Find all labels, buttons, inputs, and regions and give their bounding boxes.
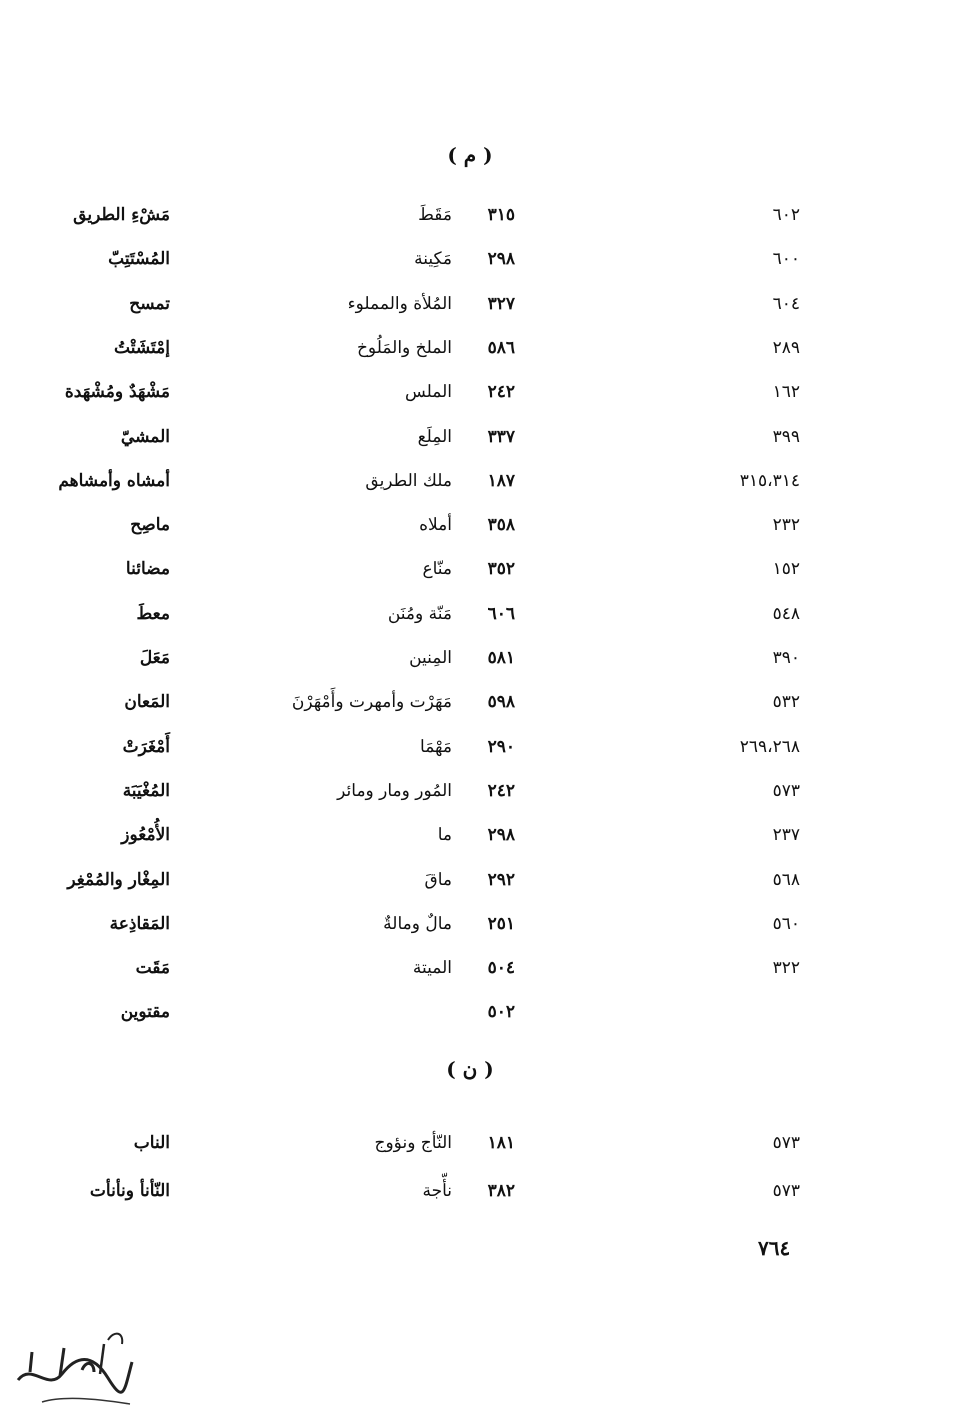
index-term: مَنّة ومُنَن	[387, 603, 452, 624]
index-page-number: ٣٣٧	[487, 426, 515, 447]
index-term: المُلأة والمملوء	[347, 293, 452, 314]
index-page-number: ١٥٢	[772, 559, 800, 580]
index-page-number: ٥٨٦	[487, 337, 515, 358]
index-page-number: ٥٧٣	[772, 1181, 800, 1201]
index-row	[0, 510, 975, 540]
index-term: المَقاذِعة	[109, 913, 170, 934]
index-row	[0, 687, 975, 717]
index-term: النّأج ونؤوج	[374, 1133, 452, 1153]
index-page-number: ٢٩٠	[487, 736, 515, 757]
index-term: المُسْتَتِبّ	[108, 249, 170, 270]
index-term: النّأنأ ونأنأت	[89, 1181, 170, 1201]
index-page-number: ٥٧٣	[772, 780, 800, 801]
index-row	[0, 244, 975, 274]
index-row	[0, 732, 975, 762]
index-term: مَهْمَا	[420, 736, 452, 757]
index-page-number: ٥٠٢	[487, 1002, 515, 1023]
index-page-number: ٣٥٨	[487, 515, 515, 536]
index-term: المِغْار والمُمْغِر	[67, 869, 170, 890]
index-page-number: ٢٥١	[487, 913, 515, 934]
index-term: الميتة	[412, 958, 452, 979]
index-term: ملك الطريق	[365, 470, 452, 491]
index-page-number: ٥٧٣	[772, 1133, 800, 1153]
index-page-number: ٥٤٨	[772, 603, 800, 624]
index-term: الملخ والمَلُوخ	[356, 337, 452, 358]
index-page-number: ١٦٢	[772, 382, 800, 403]
index-page-number: ٣٢٢	[772, 958, 800, 979]
index-page-number: ٥٦٨	[772, 869, 800, 890]
index-row	[0, 554, 975, 584]
index-page-number: ٢٨٩	[772, 337, 800, 358]
index-row	[0, 865, 975, 895]
index-term: الملس	[404, 382, 452, 403]
index-term: إمْتَشَتْتُ	[114, 337, 170, 358]
index-term: مَعَلَ	[139, 648, 170, 668]
index-term: مَشْهَدٌ ومُشْهَدة	[64, 382, 170, 403]
index-term: مقتوين	[120, 1002, 170, 1023]
index-page-number: ٢٤٢	[487, 382, 515, 403]
index-row	[0, 997, 975, 1027]
section-header-n: ( ن )	[446, 1057, 494, 1081]
index-term: أملاه	[419, 515, 452, 536]
index-page-number: ٣١٥	[487, 205, 515, 225]
index-row	[0, 776, 975, 806]
index-row	[0, 1176, 975, 1206]
index-page-number: ٢٦٩،٢٦٨	[739, 736, 800, 757]
index-page-number: ٥٦٠	[772, 913, 800, 934]
index-term: نأّجة	[422, 1181, 452, 1201]
index-row	[0, 643, 975, 673]
index-term: المُور ومار ومائر	[337, 780, 452, 801]
index-page-number: ٣٥٢	[487, 559, 515, 580]
index-term: تمسح	[129, 293, 170, 314]
index-row	[0, 289, 975, 319]
index-term: مَهَرْت وأمهرت وأَمْهَرْنَ	[291, 692, 452, 713]
index-term: ماصِح	[130, 515, 170, 536]
index-term: المَعان	[124, 692, 170, 713]
index-term: مضائنا	[125, 559, 170, 580]
index-row	[0, 599, 975, 629]
index-page-number: ٥٩٨	[487, 692, 515, 713]
index-page-number: ٥٠٤	[487, 958, 515, 979]
index-page-number: ٢٤٢	[487, 780, 515, 801]
index-term: المِلَع	[417, 426, 452, 447]
page-number: ٧٦٤	[758, 1236, 791, 1260]
index-term: مَقَطَ	[418, 205, 452, 225]
index-row	[0, 909, 975, 939]
index-row	[0, 466, 975, 496]
index-page-number: ٢٣٧	[772, 825, 800, 846]
index-term: منّاع	[422, 559, 452, 580]
index-row	[0, 377, 975, 407]
index-page-number: ١٨١	[487, 1133, 515, 1153]
index-row	[0, 422, 975, 452]
index-page-number: ٣٢٧	[487, 293, 515, 314]
index-row	[0, 1128, 975, 1158]
index-page-number: ٣٩٩	[772, 426, 800, 447]
index-page-number: ٢٣٢	[772, 515, 800, 536]
index-term: ماقَ	[424, 869, 452, 890]
index-page-number: ٦٠٤	[772, 293, 800, 314]
index-page-number: ٥٨١	[487, 648, 515, 668]
index-page-number: ١٨٧	[487, 470, 515, 491]
index-page-number: ٢٩٨	[487, 249, 515, 270]
index-page-number: ٦٠٢	[772, 205, 800, 225]
index-term: المُغْيَبَة	[122, 780, 170, 801]
index-row	[0, 953, 975, 983]
index-page-number: ٦٠٦	[487, 603, 515, 624]
index-page-number: ٦٠٠	[772, 249, 800, 270]
index-term: المِنين	[409, 648, 452, 668]
index-row	[0, 820, 975, 850]
index-row	[0, 200, 975, 230]
index-term: معطَ	[136, 603, 170, 624]
index-page-number: ٥٣٢	[772, 692, 800, 713]
index-page-number: ٣١٥،٣١٤	[739, 470, 800, 491]
index-term: الأُمْعُوز	[121, 825, 170, 846]
index-row	[0, 333, 975, 363]
index-page-number: ٢٩٨	[487, 825, 515, 846]
index-term: أمشاه وأمشاهم	[58, 470, 170, 491]
index-page-number: ٢٩٢	[487, 869, 515, 890]
section-header-m: ( م )	[447, 143, 493, 167]
index-term: ما	[437, 825, 452, 846]
index-term: مَقَت	[135, 958, 170, 979]
index-term: مَكِينة	[414, 249, 452, 270]
index-term: مَشْءِ الطريق	[73, 205, 170, 225]
index-page-number: ٣٨٢	[487, 1181, 515, 1201]
index-term: مالٌ ومالةٌ	[383, 913, 452, 934]
index-page-number: ٣٩٠	[772, 648, 800, 668]
index-term: المشيّ	[120, 426, 170, 447]
uploader-stamp-logo	[12, 1322, 137, 1414]
index-term: أَمْغَرَتْ	[122, 736, 170, 757]
index-term: الناب	[133, 1133, 170, 1153]
